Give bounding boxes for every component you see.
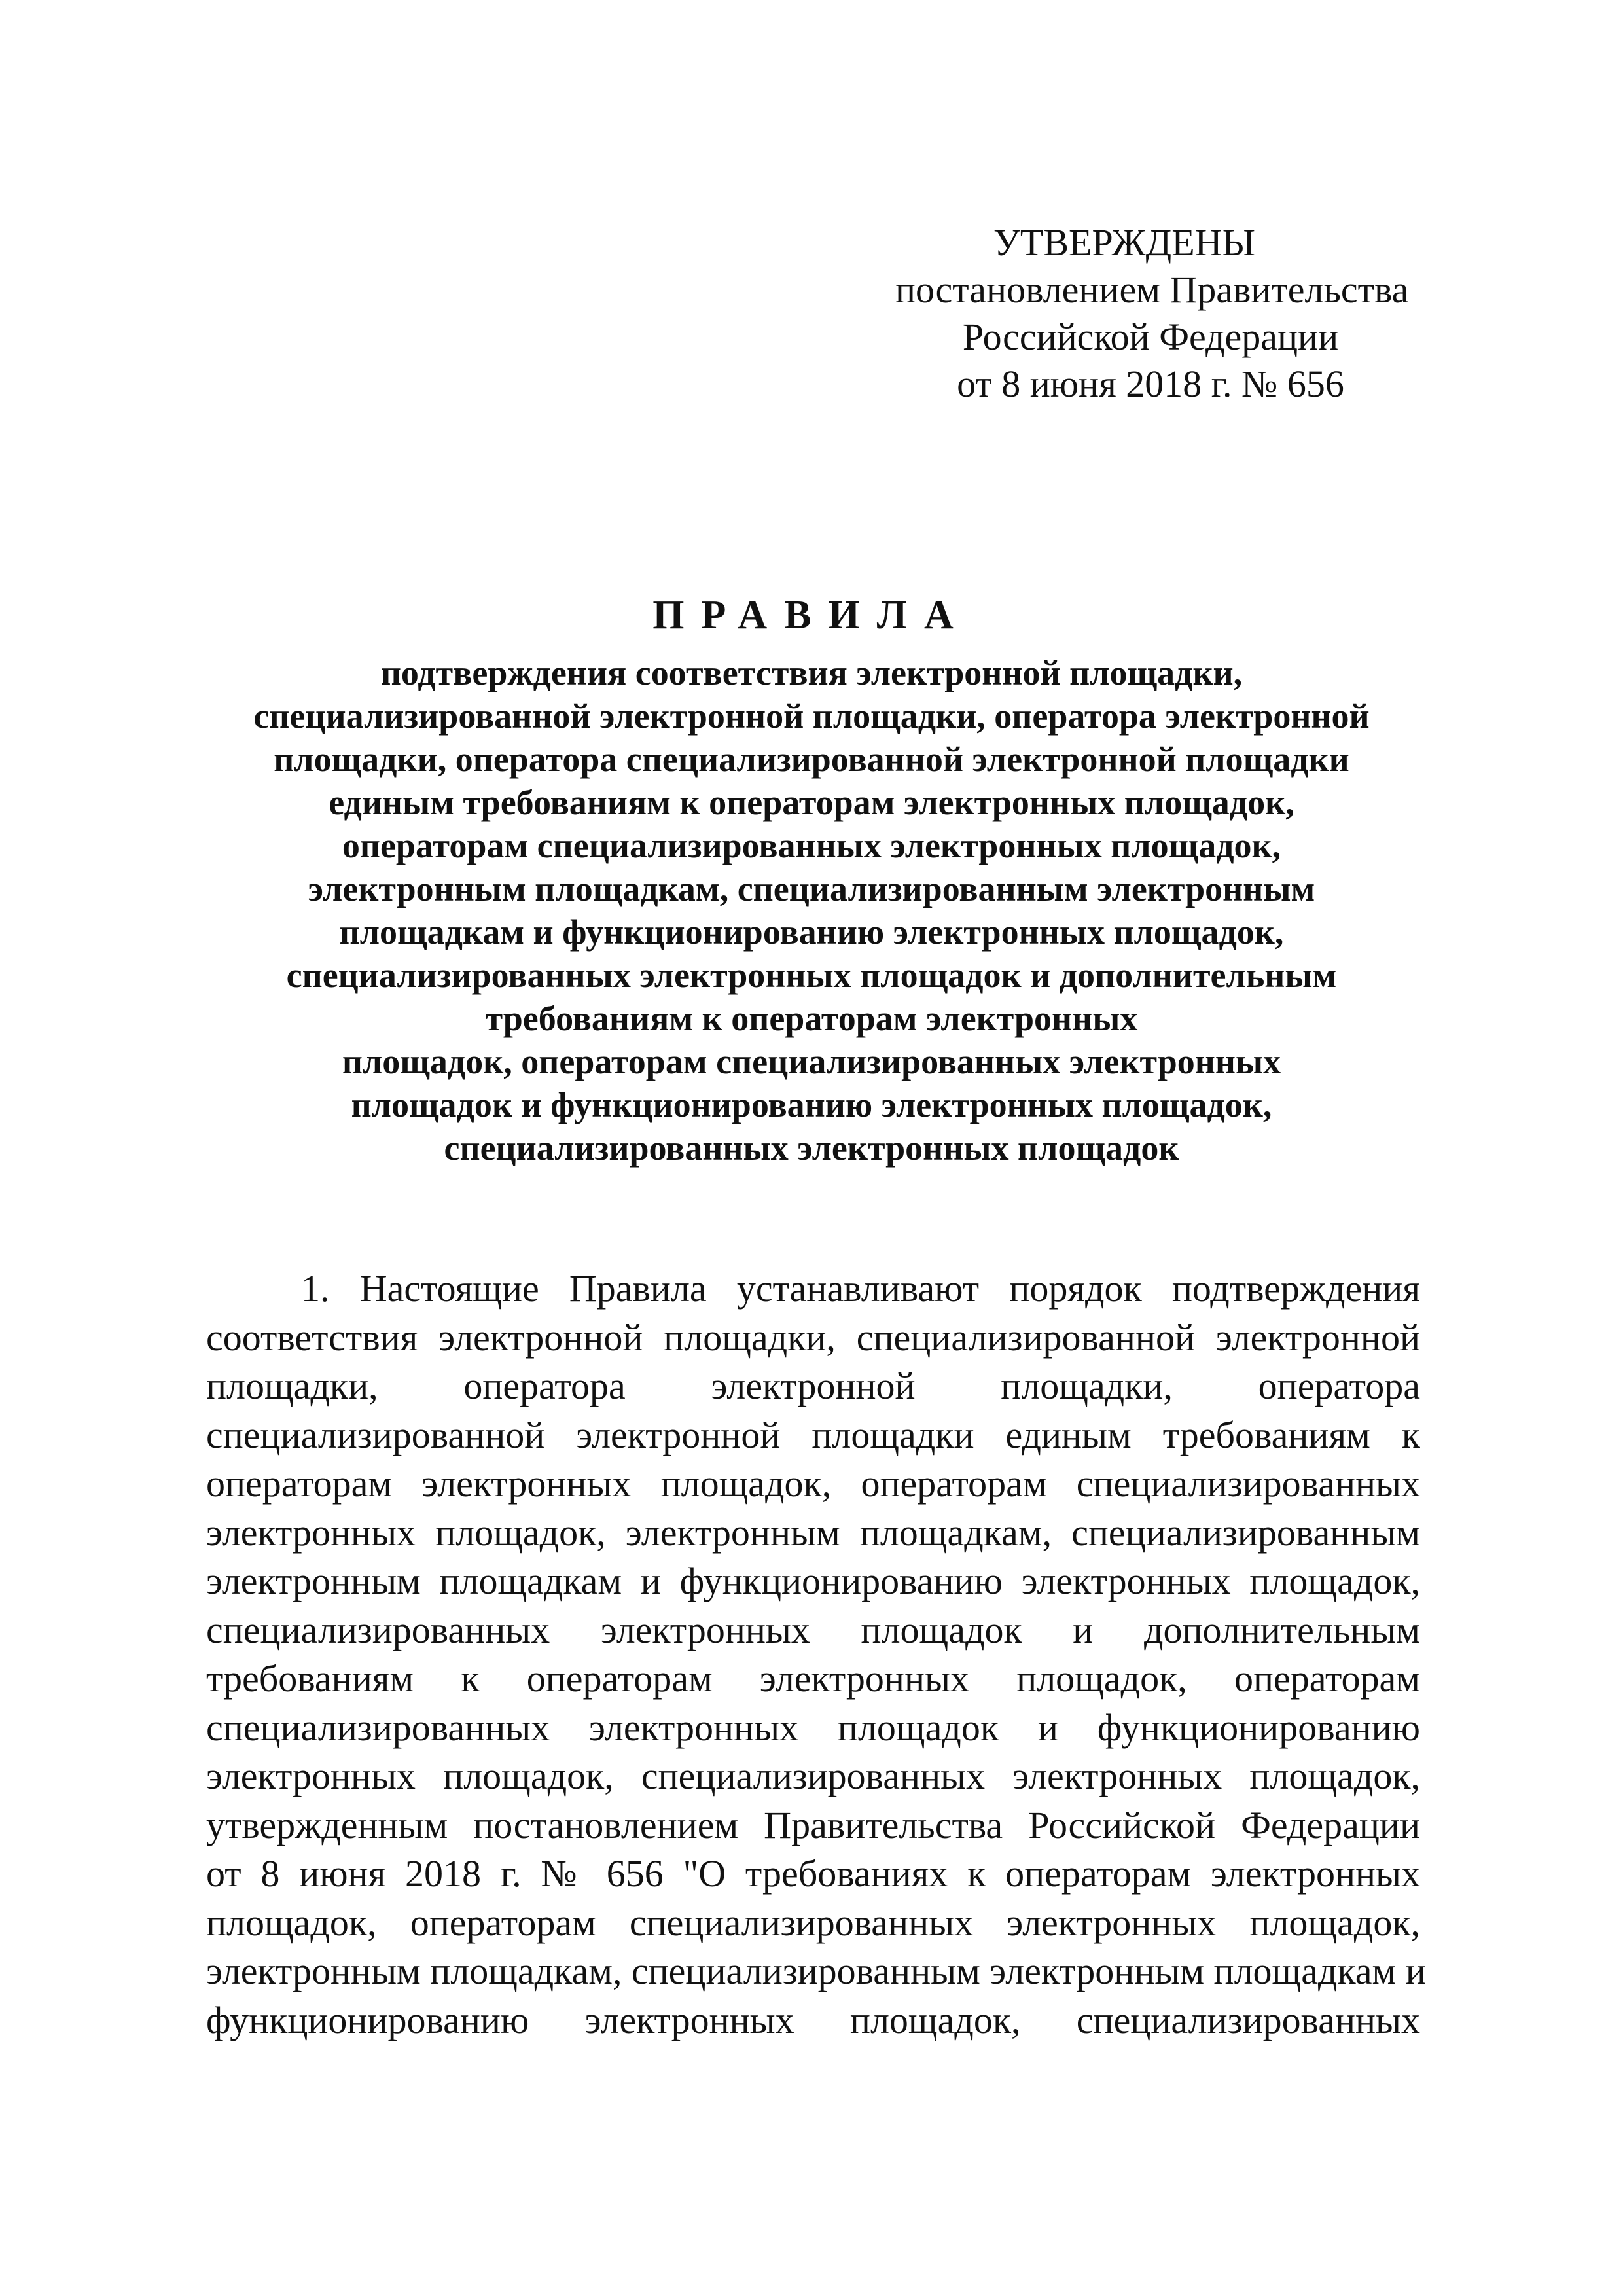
- approval-line: постановлением Правительства: [895, 268, 1409, 311]
- subtitle-line: подтверждения соответствия электронной площадки,: [380, 653, 1243, 692]
- body-line: электронным площадкам, специализированным электронным площадкам и: [206, 1950, 1426, 1992]
- body-line: специализированных электронных площадок и дополнительным: [206, 1608, 1420, 1651]
- body-line: функционированию электронных площадок, специализированных: [206, 1998, 1420, 2041]
- approval-stamp: [895, 219, 1409, 408]
- subtitle-line: площадок, операторам специализированных электронных: [342, 1042, 1281, 1081]
- subtitle-line: специализированных электронных площадок: [444, 1128, 1179, 1168]
- body-line: специализированных электронных площадок и функционированию: [206, 1706, 1420, 1749]
- body-line: электронным площадкам и функционированию электронных площадок,: [206, 1560, 1420, 1602]
- body-line: 1. Настоящие Правила устанавливают порядок подтверждения: [301, 1267, 1420, 1310]
- subtitle-line: специализированных электронных площадок и дополнительным: [286, 956, 1337, 995]
- subtitle-line: единым требованиям к операторам электронных площадок,: [329, 783, 1294, 822]
- approval-status: УТВЕРЖДЕНЫ: [993, 221, 1256, 264]
- body-line: операторам электронных площадок, операторам специализированных: [206, 1462, 1420, 1505]
- body-line: требованиям к операторам электронных площадок, операторам: [206, 1657, 1420, 1700]
- body-line: площадок, операторам специализированных электронных площадок,: [206, 1901, 1420, 1944]
- body-line: утвержденным постановлением Правительства Российской Федерации: [206, 1803, 1420, 1846]
- approval-line: Российской Федерации: [962, 315, 1339, 358]
- subtitle-line: требованиям к операторам электронных: [485, 999, 1138, 1038]
- subtitle-line: площадкам и функционированию электронных площадок,: [339, 912, 1284, 952]
- subtitle-line: операторам специализированных электронных площадок,: [342, 826, 1281, 865]
- body-line: соответствия электронной площадки, специализированной электронной: [206, 1316, 1420, 1359]
- document-title: ПРАВИЛА: [652, 593, 971, 637]
- body-line: площадки, оператора электронной площадки, оператора: [206, 1365, 1420, 1407]
- subtitle-line: электронным площадкам, специализированным электронным: [308, 869, 1315, 908]
- body-line: электронных площадок, электронным площадкам, специализированным: [206, 1511, 1420, 1554]
- subtitle-line: площадки, оператора специализированной электронной площадки: [274, 740, 1349, 779]
- approval-date-number: от 8 июня 2018 г. № 656: [957, 363, 1344, 405]
- paragraph-1: [206, 1265, 1426, 2045]
- document-subtitle: [203, 651, 1420, 1170]
- body-line: электронных площадок, специализированных электронных площадок,: [206, 1755, 1420, 1797]
- subtitle-line: площадок и функционированию электронных площадок,: [351, 1085, 1272, 1124]
- subtitle-line: специализированной электронной площадки, оператора электронной: [253, 696, 1370, 736]
- body-line: от 8 июня 2018 г. № 656 "О требованиях к операторам электронных: [206, 1852, 1420, 1895]
- body-line: специализированной электронной площадки единым требованиям к: [206, 1413, 1420, 1456]
